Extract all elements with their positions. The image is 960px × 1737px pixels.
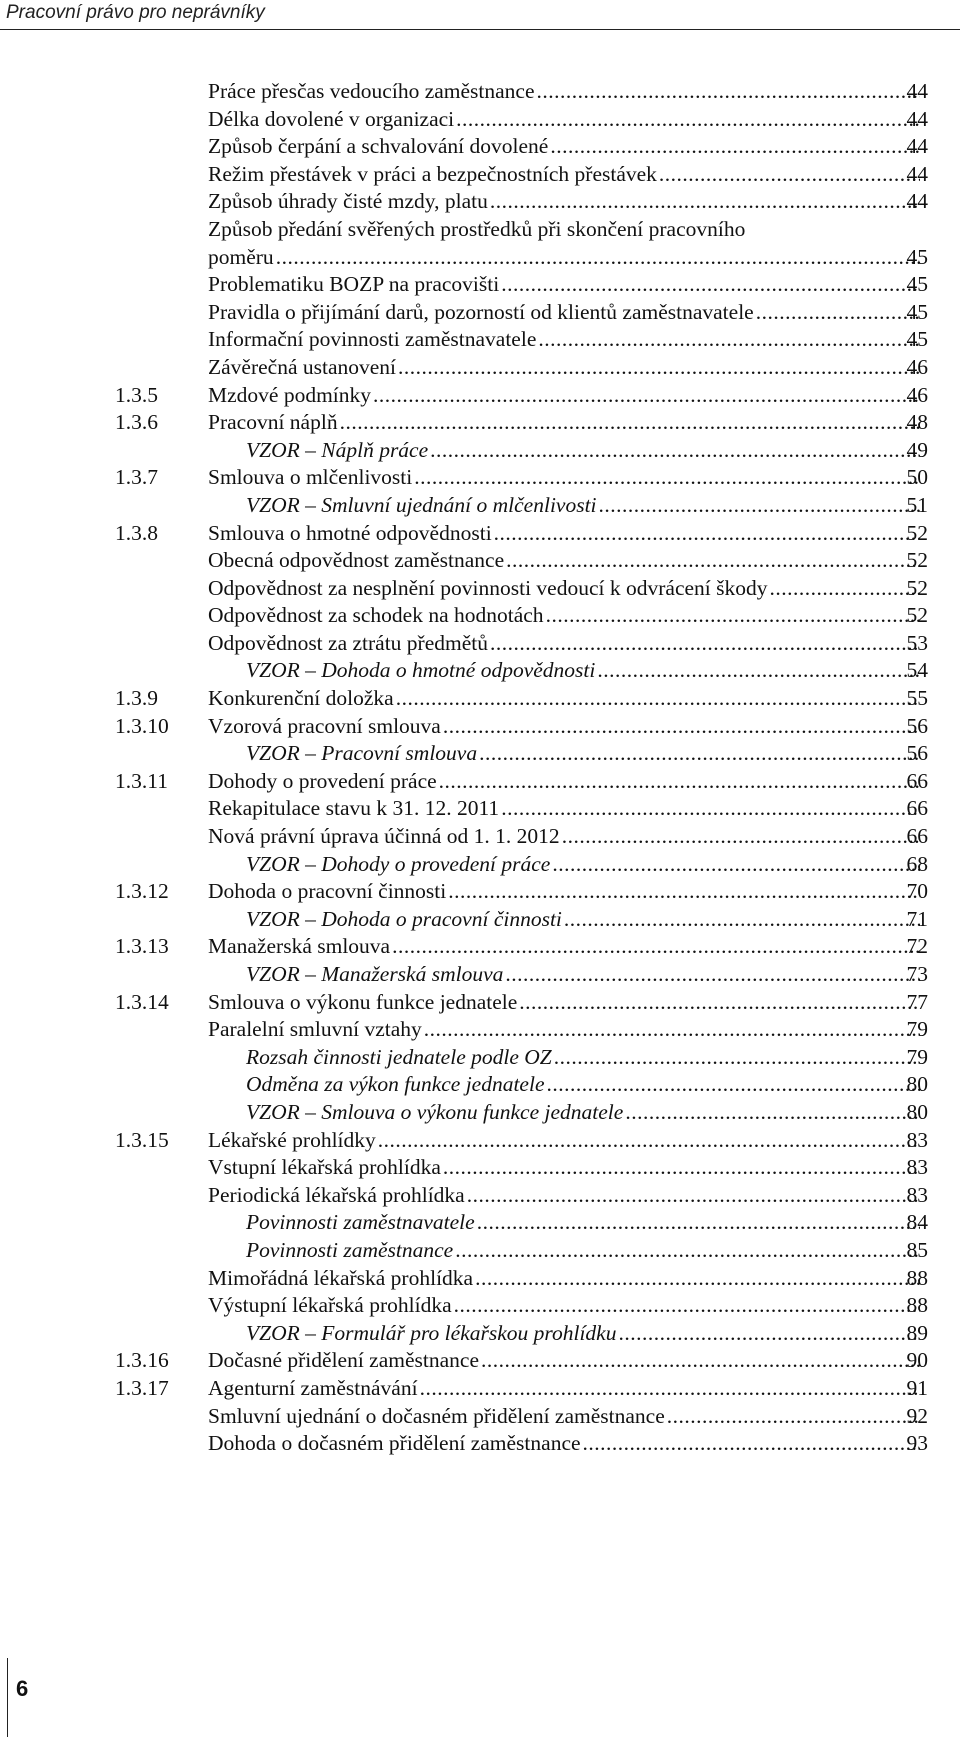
- toc-entry-line: [208, 271, 924, 299]
- toc-entry-page: 53: [906, 630, 928, 655]
- toc-entry-line: [208, 1127, 924, 1155]
- toc-entry-page: 55: [906, 686, 928, 711]
- toc-entry-line: [208, 630, 924, 658]
- toc-entry-title: Rekapitulace stavu k 31. 12. 2011: [208, 796, 500, 821]
- toc-entry-title: VZOR – Pracovní smlouva: [246, 741, 478, 766]
- toc-entry-line: [208, 326, 924, 354]
- toc-entry-line: [208, 464, 924, 492]
- toc-entry-title: Paralelní smluvní vztahy: [208, 1017, 422, 1042]
- toc-entry-line: [208, 823, 924, 851]
- toc-entry-line: [208, 878, 924, 906]
- toc-entry-title: Pracovní náplň: [208, 410, 338, 435]
- toc-entry-page: 44: [906, 189, 928, 214]
- toc-entry[interactable]: [0, 1071, 960, 1099]
- toc-entry[interactable]: [0, 106, 960, 134]
- margin-rule: [7, 1658, 8, 1737]
- toc-entry-line: [208, 520, 924, 548]
- toc-entry-leader-dots: [448, 878, 920, 906]
- toc-entry-leader-dots: [506, 547, 920, 575]
- toc-entry-title: VZOR – Náplň práce: [246, 437, 429, 462]
- toc-entry-page: 89: [906, 1320, 928, 1345]
- toc-entry-line: [246, 437, 924, 465]
- toc-entry-page: 83: [906, 1127, 928, 1152]
- toc-entry[interactable]: [0, 768, 960, 796]
- toc-entry-leader-dots: [770, 575, 921, 603]
- toc-entry-page: 66: [906, 824, 928, 849]
- toc-entry-leader-dots: [756, 299, 920, 327]
- toc-entry-number: 1.3.5: [115, 382, 158, 407]
- toc-entry-title: Vzorová pracovní smlouva: [208, 713, 441, 738]
- toc-entry-number: 1.3.9: [115, 686, 158, 711]
- toc-entry-title: Vstupní lékařská prohlídka: [208, 1155, 441, 1180]
- toc-entry-line: [246, 961, 924, 989]
- toc-entry-leader-dots: [477, 1209, 920, 1237]
- toc-entry-title: Mimořádná lékařská prohlídka: [208, 1265, 474, 1290]
- toc-entry-leader-dots: [424, 1016, 920, 1044]
- toc-entry-title: Odpovědnost za nesplnění povinnosti vedoucí k odvrácení škody: [208, 575, 768, 600]
- toc-entry-leader-dots: [546, 602, 920, 630]
- toc-entry-line: [208, 299, 924, 327]
- toc-entry-line: [208, 1182, 924, 1210]
- toc-entry-title: Smluvní ujednání o dočasném přidělení zaměstnance: [208, 1403, 665, 1428]
- toc-entry-title: Lékařské prohlídky: [208, 1127, 376, 1152]
- toc-entry[interactable]: [0, 878, 960, 906]
- toc-entry-line: [246, 1071, 924, 1099]
- toc-entry-line: [208, 602, 924, 630]
- toc-entry-title: Povinnosti zaměstnance: [246, 1237, 454, 1262]
- toc-entry-title: Způsob předání svěřených prostředků při skončení pracovního: [208, 216, 746, 241]
- toc-entry[interactable]: [0, 133, 960, 161]
- toc-entry-title: VZOR – Dohody o provedení práce: [246, 851, 551, 876]
- toc-entry-line: [208, 1292, 924, 1320]
- toc-entry-leader-dots: [562, 823, 920, 851]
- toc-entry-title: Manažerská smlouva: [208, 934, 391, 959]
- toc-entry-line: [246, 1044, 924, 1072]
- toc-entry-title: Rozsah činnosti jednatele podle OZ: [246, 1044, 552, 1069]
- toc-entry[interactable]: [0, 1265, 960, 1293]
- toc-entry-line: [246, 1209, 924, 1237]
- toc-entry[interactable]: [0, 823, 960, 851]
- toc-entry-page: 54: [906, 658, 928, 683]
- toc-entry[interactable]: [0, 1347, 960, 1375]
- toc-entry-page: 56: [906, 713, 928, 738]
- toc-entry[interactable]: [0, 1182, 960, 1210]
- toc-entry-leader-dots: [276, 244, 920, 272]
- toc-entry-line: [208, 575, 924, 603]
- toc-entry-title: VZOR – Manažerská smlouva: [246, 962, 504, 986]
- toc-entry-page: 49: [906, 437, 928, 462]
- toc-entry[interactable]: [0, 188, 960, 216]
- toc-entry-line: [208, 133, 924, 161]
- toc-entry-leader-dots: [475, 1265, 920, 1293]
- toc-entry-leader-dots: [443, 1154, 920, 1182]
- toc-entry-line: [208, 188, 924, 216]
- toc-entry-line: [208, 1016, 924, 1044]
- toc-entry[interactable]: [0, 547, 960, 575]
- toc-entry-page: 77: [906, 989, 928, 1014]
- toc-entry-leader-dots: [659, 161, 920, 189]
- toc-entry[interactable]: [0, 933, 960, 961]
- toc-entry[interactable]: [0, 713, 960, 741]
- toc-entry-page: 83: [906, 1182, 928, 1207]
- toc-entry-line: [246, 657, 924, 685]
- toc-entry-page: 88: [906, 1265, 928, 1290]
- toc-entry-title: VZOR – Formulář pro lékařskou prohlídku: [246, 1320, 617, 1345]
- toc-entry-page: 46: [906, 382, 928, 407]
- toc-entry-leader-dots: [667, 1403, 920, 1431]
- toc-entry-leader-dots: [481, 1347, 920, 1375]
- toc-entry-title: Práce přesčas vedoucího zaměstnance: [208, 79, 535, 103]
- toc-entry-leader-dots: [467, 1182, 920, 1210]
- toc-entry-title: Odpovědnost za schodek na hodnotách: [208, 603, 544, 628]
- toc-entry-page: 52: [906, 603, 928, 628]
- toc-entry-title: Pravidla o přijímání darů, pozorností od klientů zaměstnavatele: [208, 299, 754, 324]
- toc-entry-line: [208, 161, 924, 189]
- toc-entry[interactable]: [0, 409, 960, 437]
- toc-entry-title: Konkurenční doložka: [208, 686, 394, 711]
- toc-entry-title: Závěrečná ustanovení: [208, 354, 397, 379]
- toc-entry[interactable]: [0, 1127, 960, 1155]
- toc-entry[interactable]: [0, 354, 960, 382]
- toc-entry-title: VZOR – Dohoda o pracovní činnosti: [246, 906, 562, 931]
- toc-entry-leader-dots: [398, 354, 920, 382]
- toc-entry-line: [208, 933, 924, 961]
- toc-entry-title: Dohoda o pracovní činnosti: [208, 879, 447, 904]
- toc-entry[interactable]: [0, 740, 960, 768]
- toc-entry[interactable]: [0, 78, 960, 106]
- toc-entry[interactable]: [0, 602, 960, 630]
- toc-entry-number: 1.3.7: [115, 465, 158, 490]
- toc-entry-page: 79: [906, 1017, 928, 1042]
- toc-entry-leader-dots: [501, 795, 920, 823]
- toc-entry-number: 1.3.11: [115, 768, 168, 793]
- toc-entry[interactable]: [0, 1403, 960, 1431]
- running-header-title: Pracovní právo pro neprávníky: [6, 2, 265, 23]
- toc-entry-line: [208, 244, 924, 272]
- toc-entry-page: 92: [906, 1403, 928, 1428]
- toc-entry-line: [208, 795, 924, 823]
- toc-entry-page: 66: [906, 796, 928, 821]
- toc-entry-page: 45: [906, 299, 928, 324]
- toc-entry[interactable]: [0, 1099, 960, 1127]
- toc-entry-page: 79: [906, 1044, 928, 1069]
- toc-entry[interactable]: [0, 961, 960, 989]
- toc-entry-page: 45: [906, 327, 928, 352]
- toc-entry-title: VZOR – Dohoda o hmotné odpovědnosti: [246, 658, 596, 683]
- toc-entry-line: [246, 492, 924, 520]
- toc-entry-number: 1.3.13: [115, 934, 169, 959]
- toc-entry-leader-dots: [490, 188, 920, 216]
- toc-entry-leader-dots: [552, 851, 920, 879]
- toc-entry[interactable]: [0, 299, 960, 327]
- toc-entry[interactable]: [0, 1016, 960, 1044]
- toc-entry-title: Informační povinnosti zaměstnavatele: [208, 327, 537, 352]
- table-of-contents: [0, 78, 960, 1458]
- toc-entry[interactable]: [0, 575, 960, 603]
- toc-entry-leader-dots: [564, 906, 920, 934]
- toc-entry-page: 68: [906, 851, 928, 876]
- toc-entry-number: 1.3.6: [115, 410, 158, 435]
- toc-entry-leader-dots: [490, 630, 920, 658]
- toc-entry-line: [246, 740, 924, 768]
- toc-entry-page: 44: [906, 106, 928, 131]
- toc-entry[interactable]: [0, 657, 960, 685]
- toc-entry-page: 50: [906, 465, 928, 490]
- toc-entry-title: Dočasné přidělení zaměstnance: [208, 1348, 480, 1373]
- toc-entry-page: 91: [906, 1375, 928, 1400]
- toc-entry[interactable]: [0, 1430, 960, 1458]
- toc-entry[interactable]: [0, 437, 960, 465]
- toc-entry-leader-dots: [479, 740, 920, 768]
- toc-entry-number: 1.3.15: [115, 1127, 169, 1152]
- toc-entry[interactable]: [0, 989, 960, 1017]
- toc-entry-title: Režim přestávek v práci a bezpečnostních přestávek: [208, 161, 657, 186]
- toc-entry-line: [208, 1403, 924, 1431]
- toc-entry-line: [208, 382, 924, 410]
- toc-entry-number: 1.3.10: [115, 713, 169, 738]
- toc-entry-number: 1.3.17: [115, 1375, 169, 1400]
- toc-entry-number: 1.3.16: [115, 1348, 169, 1373]
- toc-entry-page: 56: [906, 741, 928, 766]
- toc-entry-leader-dots: [439, 768, 920, 796]
- toc-entry-line: [208, 1430, 924, 1458]
- toc-entry-number: 1.3.8: [115, 520, 158, 545]
- toc-entry[interactable]: [0, 1320, 960, 1348]
- toc-entry-title: Výstupní lékařská prohlídka: [208, 1293, 452, 1318]
- toc-entry-title: Odměna za výkon funkce jednatele: [246, 1072, 545, 1097]
- toc-entry-title: Způsob čerpání a schvalování dovolené: [208, 134, 549, 159]
- toc-entry-leader-dots: [597, 657, 920, 685]
- toc-entry-line: [246, 1237, 924, 1265]
- toc-entry-page: 70: [906, 879, 928, 904]
- toc-entry[interactable]: [0, 1209, 960, 1237]
- toc-entry-page: 84: [906, 1210, 928, 1235]
- running-header: [0, 0, 960, 30]
- toc-entry[interactable]: [0, 1237, 960, 1265]
- toc-entry[interactable]: [0, 216, 960, 244]
- toc-entry-leader-dots: [538, 326, 920, 354]
- toc-entry-title: Dohody o provedení práce: [208, 768, 437, 793]
- toc-entry-line: [246, 851, 924, 879]
- toc-entry-title: Povinnosti zaměstnavatele: [246, 1210, 475, 1235]
- toc-entry-page: 44: [906, 134, 928, 159]
- toc-entry[interactable]: [0, 1375, 960, 1403]
- toc-entry-page: 83: [906, 1155, 928, 1180]
- toc-entry-leader-dots: [414, 464, 920, 492]
- toc-entry-title: Délka dovolené v organizaci: [208, 106, 455, 131]
- toc-entry[interactable]: [0, 851, 960, 879]
- toc-entry-leader-dots: [537, 78, 920, 106]
- toc-entry-page: 71: [906, 906, 928, 931]
- toc-entry-line: [208, 106, 924, 134]
- toc-entry-title: Smlouva o mlčenlivosti: [208, 465, 413, 490]
- toc-entry-line: [246, 906, 924, 934]
- toc-entry-leader-dots: [456, 106, 920, 134]
- toc-entry-page: 52: [906, 575, 928, 600]
- toc-entry-page: 80: [906, 1072, 928, 1097]
- toc-entry-page: 73: [906, 962, 928, 986]
- toc-entry-leader-dots: [583, 1430, 920, 1458]
- toc-entry-leader-dots: [392, 933, 920, 961]
- toc-entry-title: Smlouva o hmotné odpovědnosti: [208, 520, 492, 545]
- toc-entry-leader-dots: [554, 1044, 920, 1072]
- toc-entry-title: Dohoda o dočasném přidělení zaměstnance: [208, 1431, 581, 1456]
- toc-entry-leader-dots: [505, 961, 920, 989]
- toc-entry-leader-dots: [340, 409, 920, 437]
- toc-entry-page: 93: [906, 1431, 928, 1456]
- toc-entry[interactable]: [0, 326, 960, 354]
- toc-entry-leader-dots: [454, 1292, 920, 1320]
- toc-entry-leader-dots: [396, 685, 920, 713]
- toc-entry-page: 88: [906, 1293, 928, 1318]
- toc-entry-number: 1.3.14: [115, 989, 169, 1014]
- toc-entry-leader-dots: [625, 1099, 920, 1127]
- toc-entry-leader-dots: [599, 492, 920, 520]
- toc-entry-title: Odpovědnost za ztrátu předmětů: [208, 630, 489, 655]
- toc-entry-page: 80: [906, 1099, 928, 1124]
- toc-entry[interactable]: [0, 1292, 960, 1320]
- toc-entry-leader-dots: [618, 1320, 920, 1348]
- toc-entry-leader-dots: [443, 713, 920, 741]
- toc-entry-title: Mzdové podmínky: [208, 382, 372, 407]
- toc-entry-line: [208, 409, 924, 437]
- toc-entry-line: [208, 713, 924, 741]
- toc-entry-page: 72: [906, 934, 928, 959]
- toc-entry-page: 52: [906, 548, 928, 573]
- toc-entry[interactable]: [0, 630, 960, 658]
- toc-entry-leader-dots: [430, 437, 920, 465]
- toc-entry-title: Periodická lékařská prohlídka: [208, 1182, 465, 1207]
- toc-entry-page: 44: [906, 79, 928, 103]
- toc-entry-leader-dots: [501, 271, 920, 299]
- toc-entry-page: 48: [906, 410, 928, 435]
- toc-entry-leader-dots: [373, 382, 920, 410]
- page-number: 6: [16, 1676, 29, 1701]
- toc-entry-page: 45: [906, 244, 928, 269]
- toc-entry[interactable]: [0, 1044, 960, 1072]
- toc-entry-title: Smlouva o výkonu funkce jednatele: [208, 989, 518, 1014]
- toc-entry-line: [208, 1375, 924, 1403]
- toc-entry-title: VZOR – Smlouva o výkonu funkce jednatele: [246, 1099, 624, 1124]
- toc-entry-title: Obecná odpovědnost zaměstnance: [208, 548, 505, 573]
- toc-entry[interactable]: [0, 795, 960, 823]
- toc-entry-page: 46: [906, 354, 928, 379]
- toc-entry-line: [208, 354, 924, 382]
- toc-entry-title: Agenturní zaměstnávání: [208, 1375, 418, 1400]
- toc-entry-title: Nová právní úprava účinná od 1. 1. 2012: [208, 824, 560, 849]
- toc-entry[interactable]: [0, 1154, 960, 1182]
- toc-entry-line: [208, 1154, 924, 1182]
- toc-entry-page: 44: [906, 161, 928, 186]
- toc-entry-number: 1.3.12: [115, 879, 169, 904]
- toc-entry-page: 52: [906, 520, 928, 545]
- toc-entry-page: 85: [906, 1237, 928, 1262]
- toc-entry-title: Problematiku BOZP na pracovišti: [208, 272, 500, 297]
- toc-entry-leader-dots: [420, 1375, 920, 1403]
- toc-entry[interactable]: [0, 906, 960, 934]
- toc-entry-title: Způsob úhrady čisté mzdy, platu: [208, 189, 488, 214]
- toc-entry-line: [208, 1347, 924, 1375]
- toc-entry-line: [208, 685, 924, 713]
- toc-entry-leader-dots: [494, 520, 920, 548]
- toc-entry-leader-dots: [547, 1071, 921, 1099]
- toc-entry[interactable]: [0, 492, 960, 520]
- toc-entry-leader-dots: [519, 989, 920, 1017]
- toc-entry-leader-dots: [550, 133, 920, 161]
- toc-entry-line: [208, 1265, 924, 1293]
- toc-entry-line: [246, 1099, 924, 1127]
- toc-entry[interactable]: [0, 685, 960, 713]
- toc-entry-page: 51: [906, 492, 928, 517]
- toc-entry-leader-dots: [378, 1127, 920, 1155]
- toc-entry-page: 45: [906, 272, 928, 297]
- toc-entry-page: 66: [906, 768, 928, 793]
- toc-entry-page: 90: [906, 1348, 928, 1373]
- toc-entry-title: VZOR – Smluvní ujednání o mlčenlivosti: [246, 492, 597, 517]
- toc-entry-line: [208, 547, 924, 575]
- toc-entry-line: [208, 768, 924, 796]
- toc-entry-title: poměru: [208, 244, 274, 269]
- toc-entry-line: [208, 78, 924, 106]
- toc-entry[interactable]: [0, 464, 960, 492]
- toc-entry-line: [208, 216, 924, 244]
- toc-entry-line: [246, 1320, 924, 1348]
- toc-entry[interactable]: [0, 382, 960, 410]
- toc-entry-line: [208, 989, 924, 1017]
- toc-entry[interactable]: [0, 520, 960, 548]
- toc-entry[interactable]: [0, 271, 960, 299]
- toc-entry[interactable]: [0, 161, 960, 189]
- toc-entry-leader-dots: [455, 1237, 920, 1265]
- toc-entry[interactable]: [0, 244, 960, 272]
